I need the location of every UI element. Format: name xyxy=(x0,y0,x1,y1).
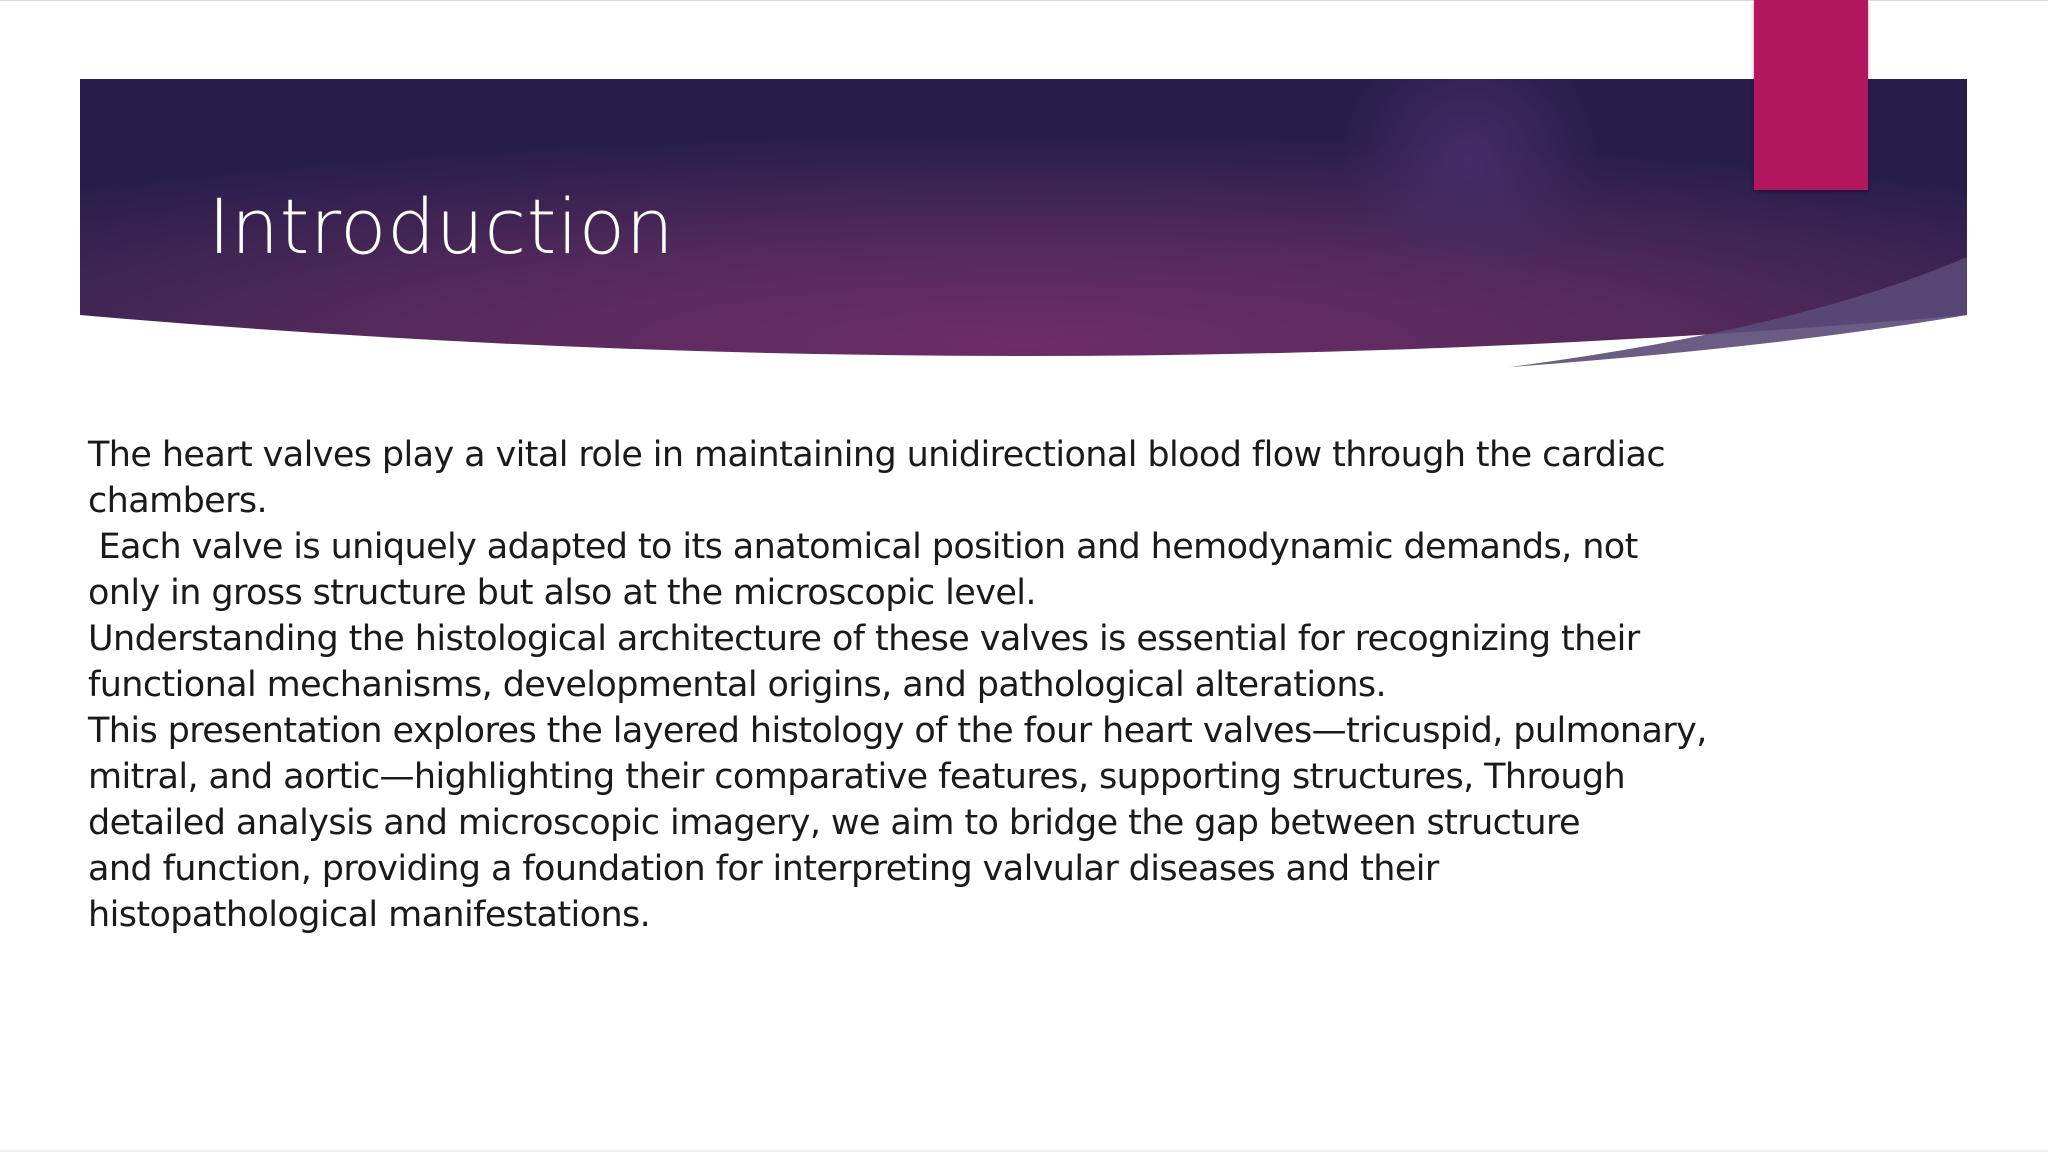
slide-title: Introduction xyxy=(208,182,675,271)
body-line: histopathological manifestations. xyxy=(88,895,651,935)
accent-bar xyxy=(1754,0,1868,190)
body-line: and function, providing a foundation for interpreting valvular diseases and their xyxy=(88,849,1439,889)
body-line: The heart valves play a vital role in maintaining unidirectional blood flow through the cardiac xyxy=(88,435,1665,475)
body-line: mitral, and aortic—highlighting their comparative features, supporting structures, Through xyxy=(88,757,1626,797)
top-border xyxy=(0,0,2048,1)
body-text xyxy=(88,432,1968,938)
body-line: functional mechanisms, developmental origins, and pathological alterations. xyxy=(88,665,1387,705)
body-line: detailed analysis and microscopic imagery, we aim to bridge the gap between structure xyxy=(88,803,1580,843)
body-line: chambers. xyxy=(88,481,268,521)
body-line: Understanding the histological architecture of these valves is essential for recognizing their xyxy=(88,619,1640,659)
body-line: This presentation explores the layered histology of the four heart valves—tricuspid, pulmonary, xyxy=(88,711,1707,751)
body-line: only in gross structure but also at the microscopic level. xyxy=(88,573,1036,613)
body-line: Each valve is uniquely adapted to its anatomical position and hemodynamic demands, not xyxy=(88,527,1638,567)
